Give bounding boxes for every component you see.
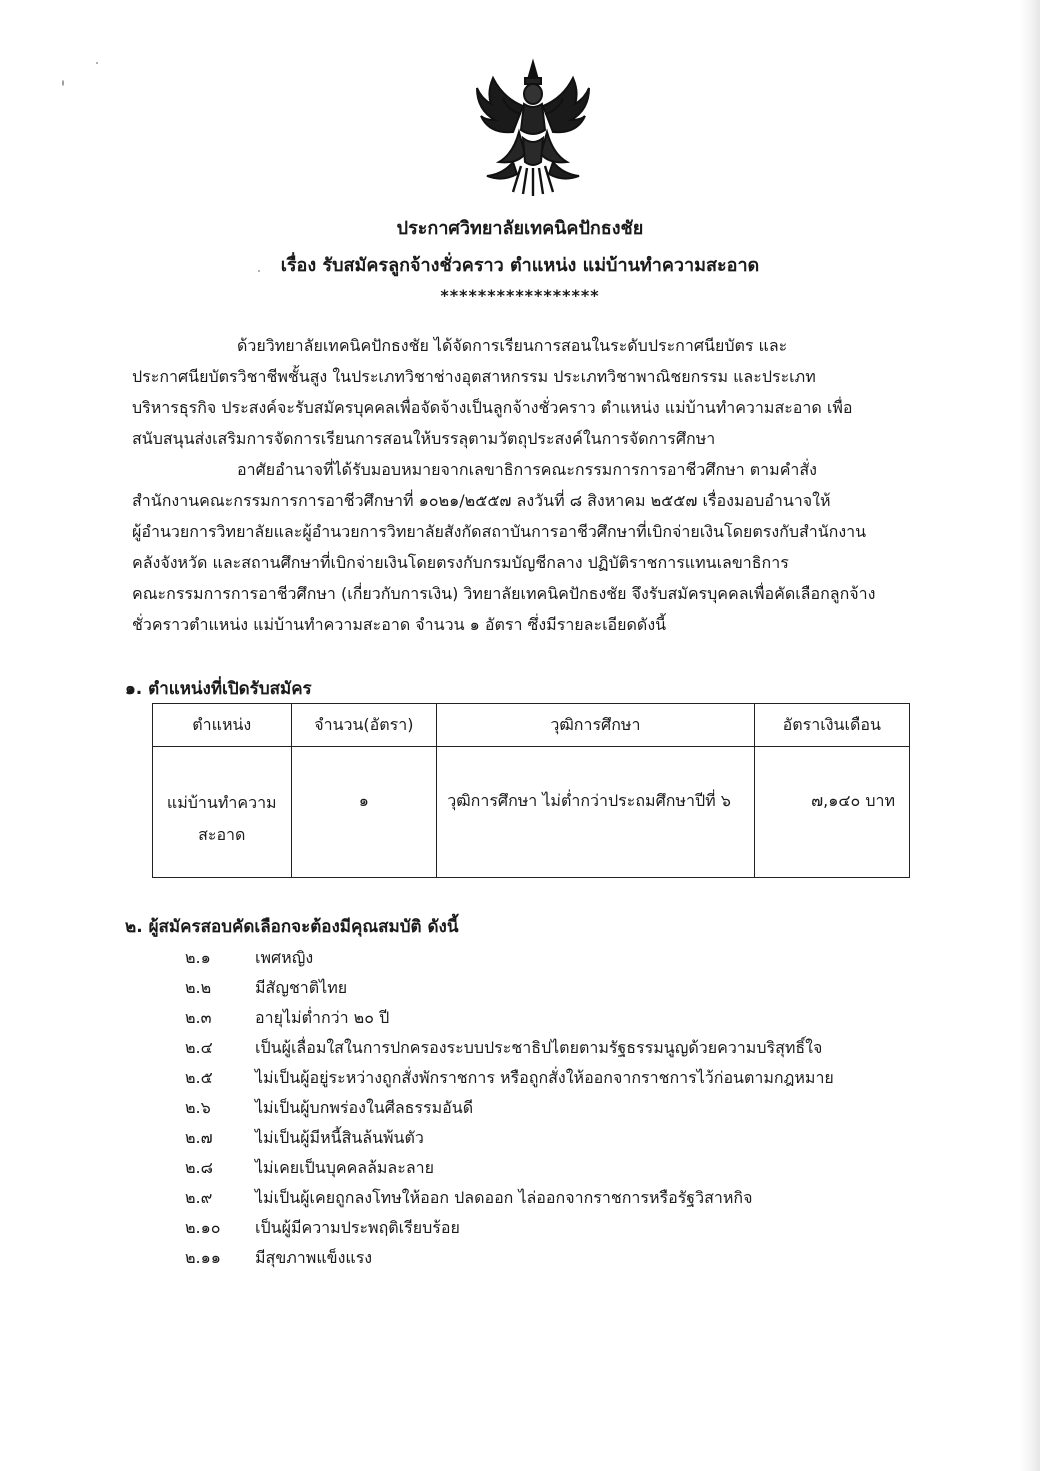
- item-number: ๒.๙: [185, 1188, 213, 1207]
- item-text: ไม่เป็นผู้อยู่ระหว่างถูกสั่งพักราชการ หรือถูกสั่งให้ออกจากราชการไว้ก่อนตามกฎหมาย: [255, 1068, 834, 1087]
- list-item: [185, 1033, 834, 1063]
- paragraph-line: ด้วยวิทยาลัยเทคนิคปักธงชัย ได้จัดการเรียนการสอนในระดับประกาศนียบัตร และ: [237, 336, 788, 355]
- salary-cell: [754, 747, 909, 878]
- qualification-list: [185, 943, 834, 1273]
- paragraph-line: บริหารธุรกิจ ประสงค์จะรับสมัครบุคคลเพื่อจัดจ้างเป็นลูกจ้างชั่วคราว ตำแหน่ง แม่บ้านทำความสะอาด เพื่อ: [132, 398, 853, 417]
- list-item: [185, 1213, 834, 1243]
- count-value: ๑: [358, 791, 369, 810]
- count-cell: [291, 747, 437, 878]
- position-line: แม่บ้านทำความ: [166, 793, 277, 812]
- list-item: [185, 1063, 834, 1093]
- item-number: ๒.๓: [185, 1008, 212, 1027]
- item-text: มีสัญชาติไทย: [255, 978, 348, 997]
- item-text: ไม่เป็นผู้บกพร่องในศีลธรรมอันดี: [255, 1098, 474, 1117]
- paragraph-line: ประกาศนียบัตรวิชาชีพชั้นสูง ในประเภทวิชาช่างอุตสาหกรรม ประเภทวิชาพาณิชยกรรม และประเภท: [132, 367, 816, 386]
- position-line: สะอาด: [198, 825, 246, 844]
- announcement-title: ประกาศวิทยาลัยเทคนิคปักธงชัย: [396, 218, 644, 239]
- paragraph-line: คลังจังหวัด และสถานศึกษาที่เบิกจ่ายเงินโดยตรงกับกรมบัญชีกลาง ปฏิบัติราชการแทนเลขาธิการ: [132, 553, 789, 572]
- item-number: ๒.๔: [185, 1038, 213, 1057]
- scan-speck: [62, 80, 64, 86]
- table-header-row: [153, 704, 910, 747]
- item-text: อายุไม่ต่ำกว่า ๒๐ ปี: [255, 1008, 390, 1027]
- list-item: [185, 1243, 834, 1273]
- item-number: ๒.๑๑: [185, 1248, 221, 1267]
- item-number: ๒.๘: [185, 1158, 213, 1177]
- item-text: เป็นผู้เลื่อมใสในการปกครองระบบประชาธิปไตยตามรัฐธรรมนูญด้วยความบริสุทธิ์ใจ: [255, 1038, 823, 1057]
- paragraph-line: สำนักงานคณะกรรมการการอาชีวศึกษาที่ ๑๐๒๑/๒๕๕๗ ลงวันที่ ๘ สิงหาคม ๒๕๕๗ เรื่องมอบอำนาจให้: [132, 491, 831, 510]
- item-text: มีสุขภาพแข็งแรง: [255, 1248, 373, 1267]
- paragraph-line: อาศัยอำนาจที่ได้รับมอบหมายจากเลขาธิการคณะกรรมการการอาชีวศึกษา ตามคำสั่ง: [237, 460, 817, 479]
- item-number: ๒.๑๐: [185, 1218, 221, 1237]
- title-separator: *****************: [440, 286, 600, 305]
- list-item: [185, 1093, 834, 1123]
- item-number: ๒.๗: [185, 1128, 213, 1147]
- paragraph-line: ชั่วคราวตำแหน่ง แม่บ้านทำความสะอาด จำนวน ๑ อัตรา ซึ่งมีรายละเอียดดังนี้: [132, 615, 667, 634]
- list-item: [185, 973, 834, 1003]
- salary-value: ๗,๑๔๐ บาท: [811, 791, 895, 810]
- list-item: [185, 1123, 834, 1153]
- section2-heading: ๒. ผู้สมัครสอบคัดเลือกจะต้องมีคุณสมบัติ ดังนี้: [125, 917, 459, 937]
- column-header: อัตราเงินเดือน: [754, 704, 909, 747]
- education-value: วุฒิการศึกษา ไม่ต่ำกว่าประถมศึกษาปีที่ ๖: [447, 791, 731, 810]
- paragraph-line: คณะกรรมการการอาชีวศึกษา (เกี่ยวกับการเงิน) วิทยาลัยเทคนิคปักธงชัย จึงรับสมัครบุคคลเพื่อคัดเลือกลูกจ้าง: [132, 584, 876, 603]
- list-item: [185, 943, 834, 973]
- table-row: [153, 747, 910, 878]
- item-number: ๒.๖: [185, 1098, 211, 1117]
- intro-paragraph: [132, 330, 927, 454]
- position-table: [152, 703, 910, 878]
- announcement-subject: เรื่อง รับสมัครลูกจ้างชั่วคราว ตำแหน่ง แม่บ้านทำความสะอาด: [280, 255, 760, 276]
- item-number: ๒.๑: [185, 948, 211, 967]
- paragraph-line: สนับสนุนส่งเสริมการจัดการเรียนการสอนให้บรรลุตามวัตถุประสงค์ในการจัดการศึกษา: [132, 429, 716, 448]
- list-item: [185, 1153, 834, 1183]
- item-text: ไม่เป็นผู้มีหนี้สินล้นพ้นตัว: [255, 1128, 424, 1147]
- column-header: วุฒิการศึกษา: [437, 704, 754, 747]
- section1-heading: ๑. ตำแหน่งที่เปิดรับสมัคร: [125, 679, 312, 699]
- paragraph-line: ผู้อำนวยการวิทยาลัยและผู้อำนวยการวิทยาลัยสังกัดสถาบันการอาชีวศึกษาที่เบิกจ่ายเงินโดยตรงกับสำนักงาน: [132, 522, 867, 541]
- item-number: ๒.๕: [185, 1068, 213, 1087]
- item-text: ไม่เคยเป็นบุคคลล้มละลาย: [255, 1158, 434, 1177]
- scan-speck: [96, 62, 98, 64]
- authority-paragraph: [132, 454, 927, 640]
- list-item: [185, 1003, 834, 1033]
- column-header: ตำแหน่ง: [153, 704, 292, 747]
- item-text: ไม่เป็นผู้เคยถูกลงโทษให้ออก ปลดออก ไล่ออกจากราชการหรือรัฐวิสาหกิจ: [255, 1188, 753, 1207]
- garuda-emblem-icon: [473, 58, 593, 198]
- list-item: [185, 1183, 834, 1213]
- column-header: จำนวน(อัตรา): [291, 704, 437, 747]
- item-number: ๒.๒: [185, 978, 212, 997]
- position-cell: [153, 747, 292, 878]
- item-text: เป็นผู้มีความประพฤติเรียบร้อย: [255, 1218, 460, 1237]
- education-cell: [437, 747, 754, 878]
- item-text: เพศหญิง: [255, 948, 314, 967]
